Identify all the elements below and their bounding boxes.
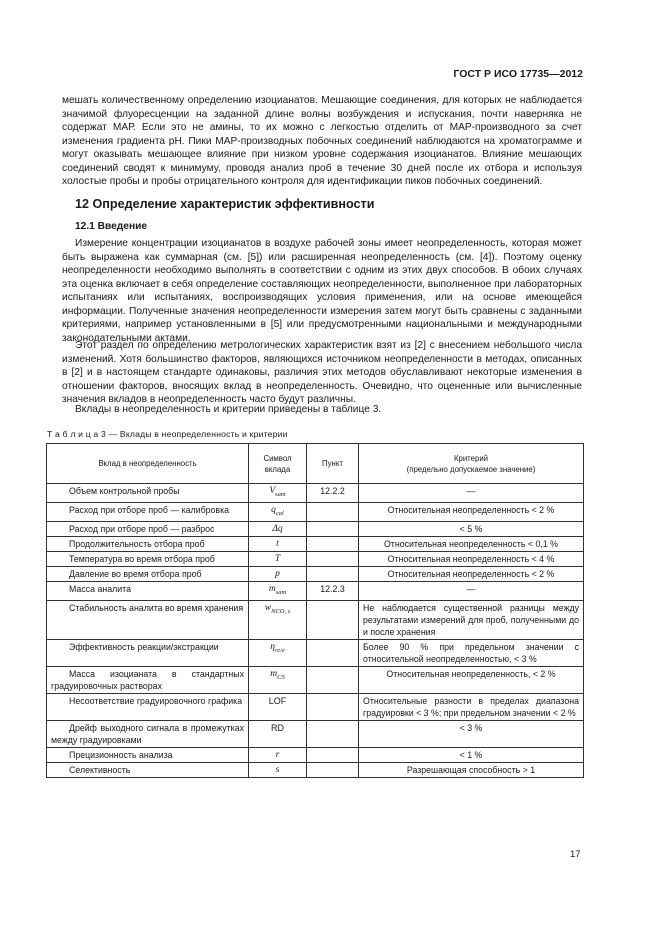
symbol-subscript: sam [275,588,287,596]
symbol-cell [249,551,307,566]
symbol-cell [249,536,307,551]
symbol-cell [249,502,307,521]
header-criterion-note: (предельно допускаемое значение) [406,464,536,474]
symbol-cell [249,693,307,720]
contribution-cell: Несоответствие градуировочного графика [47,693,249,720]
symbol-cell [249,639,307,666]
subsection-title: 12.1 Введение [75,221,148,232]
clause-cell [307,747,359,762]
table-row [47,536,584,551]
symbol-text: m [270,668,278,679]
contribution-cell: Селективность [47,762,249,777]
symbol-text: RD [271,722,284,733]
clause-cell [307,639,359,666]
criterion-cell: — [359,484,584,503]
table-row [47,747,584,762]
intro-paragraph: мешать количественному определению изоцианатов. Мешающие соединения, для которых не наблюдается значимой флуоресценции на заданной длине волны возбуждения и испускания, почти наверняка не содержат МАР. Если это не амины, то их можно с легкостью отделить от МАР-производного за счет изменения градиента pH. Пики МАР-производных побочных соединений наблюдаются на хроматограмме и могут оказывать мешающее влияние при низком уровне содержания изоцианатов. Влияние мешающих соединений сводят к минимуму, проводя анализ проб в течение 30 дней после их отбора и используя холостые пробы и пробы отрицательного контроля для идентификации пиков побочных соединений. [62,95,582,187]
symbol-cell [249,666,307,693]
header-symbol: Символ вклада [249,444,307,484]
symbol-cell [249,484,307,503]
contribution-cell: Эффективность реакции/экстракции [47,639,249,666]
table-header-row [47,444,584,484]
symbol-text: T [274,553,281,564]
symbol-text: Δq [272,523,283,534]
symbol-text: m [268,583,276,594]
contribution-cell: Прецизионность анализа [47,747,249,762]
contribution-cell: Расход при отборе проб — разброс [47,521,249,536]
criterion-cell: < 1 % [359,747,584,762]
page-number: 17 [570,849,581,860]
contribution-cell: Масса изоцианата в стандартных градуировочных растворах [47,666,249,693]
criterion-cell: Относительная неопределенность < 2 % [359,566,584,581]
symbol-text: s [275,764,280,775]
contribution-cell: Продолжительность отбора проб [47,536,249,551]
symbol-cell [249,720,307,747]
clause-cell [307,720,359,747]
criterion-cell: < 3 % [359,720,584,747]
symbol-subscript: re/e [274,646,285,654]
clause-cell [307,666,359,693]
symbol-text: LOF [268,695,287,706]
criterion-cell: — [359,581,584,600]
paragraph-2: Этот раздел по определению метрологических характеристик взят из [2] с внесением небольшого числа изменений. Хотя большинство факторов, являющихся источником неопределенности в методах, описанных в [2] и в настоящем стандарте одинаковы, различия этих методов обуславливают некоторые изменения в отношении факторов, вносящих вклад в неопределенность. Очевидно, что оцененные или вычисленные значения вкладов в неопределенность часто будут различны. [62,340,582,405]
symbol-text: η [270,641,275,652]
symbol-subscript: CS [277,673,285,681]
header-contribution: Вклад в неопределенность [47,444,249,484]
symbol-text: t [276,538,279,549]
symbol-text: w [264,602,272,613]
symbol-cell [249,581,307,600]
criterion-cell: Не наблюдается существенной разницы между результатами измерений для проб, полученными до и после хранения [359,600,584,639]
table-row [47,720,584,747]
table-row [47,484,584,503]
criterion-cell: Относительная неопределенность, < 2 % [359,666,584,693]
contribution-cell: Объем контрольной пробы [47,484,249,503]
paragraph-3: Вклады в неопределенность и критерии приведены в таблице 3. [75,404,382,415]
symbol-subscript: cal [275,509,284,517]
symbol-text: p [275,568,280,579]
clause-cell [307,600,359,639]
section-title: 12 Определение характеристик эффективности [75,197,375,211]
header-criterion [359,444,584,484]
symbol-cell [249,762,307,777]
table-row [47,762,584,777]
criterion-cell: Более 90 % при предельном значении с относительной неопределенностью, < 3 % [359,639,584,666]
table-row [47,566,584,581]
paragraph-1: Измерение концентрации изоцианатов в воздухе рабочей зоны имеет неопределенность, которая может быть выражена как суммарная (см. [5]) или расширенная неопределенность (см. [4]). Поэтому оценку неопределенности необходимо выполнять в соответствии с одним из этих двух способов. В обоих случаях эта оценка включает в себя определение составляющих неопределенности, выполненное при лабораторных испытаниях или испытаниях, воспроизводящих условия применения, или на основе имеющейся информации. Полученные значения неопределенности измерения затем могут быть сравнены с заданными критериями, например установленными в [5] или предусмотренными национальными и международными законодательными актами. [62,238,582,344]
table-row [47,666,584,693]
symbol-text: V [269,486,276,496]
contribution-cell: Дрейф выходного сигнала в промежутках между градуировками [47,720,249,747]
header-clause: Пункт [307,444,359,484]
symbol-cell [249,747,307,762]
table-row [47,551,584,566]
clause-cell [307,566,359,581]
criterion-cell: Относительная неопределенность < 0,1 % [359,536,584,551]
clause-cell [307,521,359,536]
contribution-cell: Масса аналита [47,581,249,600]
clause-cell: 12.2.2 [307,484,359,503]
clause-cell: 12.2.3 [307,581,359,600]
clause-cell [307,693,359,720]
table-row [47,693,584,720]
contribution-cell: Температура во время отбора проб [47,551,249,566]
clause-cell [307,551,359,566]
symbol-cell [249,521,307,536]
symbol-subscript: sam [275,490,286,498]
clause-cell [307,536,359,551]
table-row [47,639,584,666]
uncertainty-table [46,443,584,778]
header-criterion-title: Критерий [453,453,489,463]
criterion-cell: Разрешающая способность > 1 [359,762,584,777]
table-row [47,581,584,600]
criterion-cell: < 5 % [359,521,584,536]
contribution-cell: Давление во время отбора проб [47,566,249,581]
criterion-cell: Относительные разности в пределах диапазона градуировки < 3 %; при предельном значении < 2 % [359,693,584,720]
symbol-cell [249,566,307,581]
table-caption: Т а б л и ц а 3 — Вклады в неопределенность и критерии [47,429,288,439]
table-row [47,502,584,521]
clause-cell [307,762,359,777]
document-header: ГОСТ Р ИСО 17735—2012 [453,68,583,80]
symbol-cell [249,600,307,639]
table-row [47,521,584,536]
symbol-subscript: NCO, s [271,607,291,615]
clause-cell [307,502,359,521]
criterion-cell: Относительная неопределенность < 2 % [359,502,584,521]
contribution-cell: Расход при отборе проб — калибровка [47,502,249,521]
criterion-cell: Относительная неопределенность < 4 % [359,551,584,566]
symbol-text: q [271,504,276,515]
symbol-text: r [275,749,280,760]
table-row [47,600,584,639]
contribution-cell: Стабильность аналита во время хранения [47,600,249,639]
